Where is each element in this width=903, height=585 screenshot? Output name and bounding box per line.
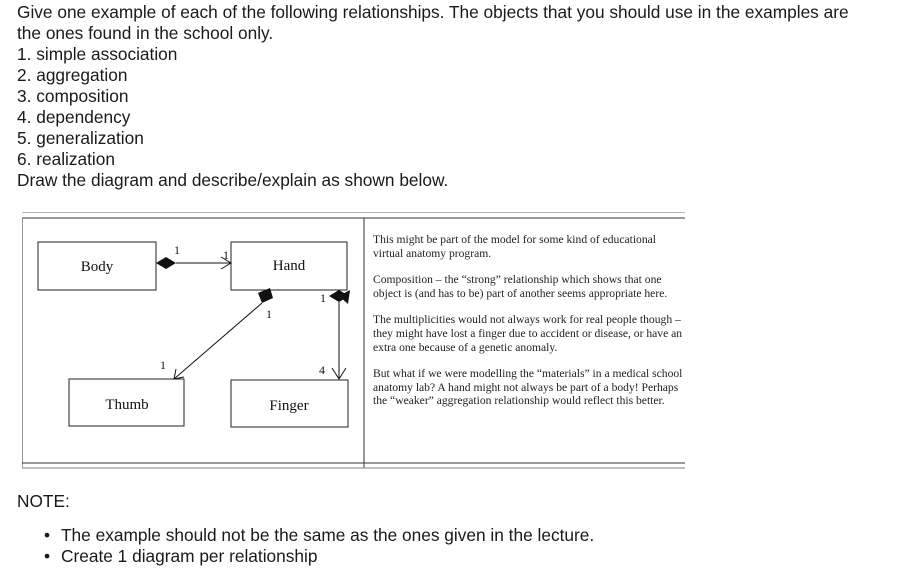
list-item [44,546,594,567]
multiplicity-label: 1 [174,243,180,257]
class-body-label: Body [80,259,114,275]
question-text [17,2,887,191]
explanation-paragraph: But what if we were modelling the “materials” in a medical school anatomy lab? A hand might not always be part of a body! Perhaps the “weaker” aggregation relationship would reflect this better. [373,367,683,408]
explanation-paragraph: This might be part of the model for some kind of educational virtual anatomy program. [373,233,657,260]
note-bullet-text: The example should not be the same as the ones given in the lecture. [61,525,595,545]
multiplicity-label: 1 [266,307,272,321]
explanation-paragraph: Composition – the “strong” relationship which shows that one object is (and has to be) part of another seems appropriate here. [373,273,668,300]
instruction-text: Draw the diagram and describe/explain as shown below. [17,170,449,190]
class-thumb-label: Thumb [105,397,149,413]
association-line-hand-thumb [174,303,262,379]
question-line-1: Give one example of each of the following relationships. The objects that you should use in the examples are [17,2,849,22]
note-bullet-list [44,525,594,567]
list-item: 2. aggregation [17,65,128,85]
explanation-paragraph: The multiplicities would not always work for real people though – they might have lost a finger due to accident or disease, or have an extra one because of a genetic anomaly. [373,313,683,354]
question-line-2: the ones found in the school only. [17,23,274,43]
list-item: 4. dependency [17,107,131,127]
relationship-list [17,44,887,170]
bullet-icon: • [44,546,51,566]
multiplicity-label: 1 [160,358,166,372]
note-bullet-text: Create 1 diagram per relationship [61,546,318,566]
multiplicity-label: 1 [320,291,326,305]
multiplicity-label: 1 [223,248,229,262]
list-item: 1. simple association [17,44,178,64]
list-item: 6. realization [17,149,115,169]
list-item: 3. composition [17,86,129,106]
example-figure [22,212,685,470]
list-item: 5. generalization [17,128,144,148]
diagram-explanation [373,233,683,416]
class-hand-label: Hand [272,258,306,274]
class-finger-label: Finger [269,398,309,414]
composition-diamond-body [156,257,176,269]
note-heading: NOTE: [17,491,70,511]
list-item [44,525,594,546]
multiplicity-label: 4 [319,363,325,377]
bullet-icon: • [44,525,51,545]
